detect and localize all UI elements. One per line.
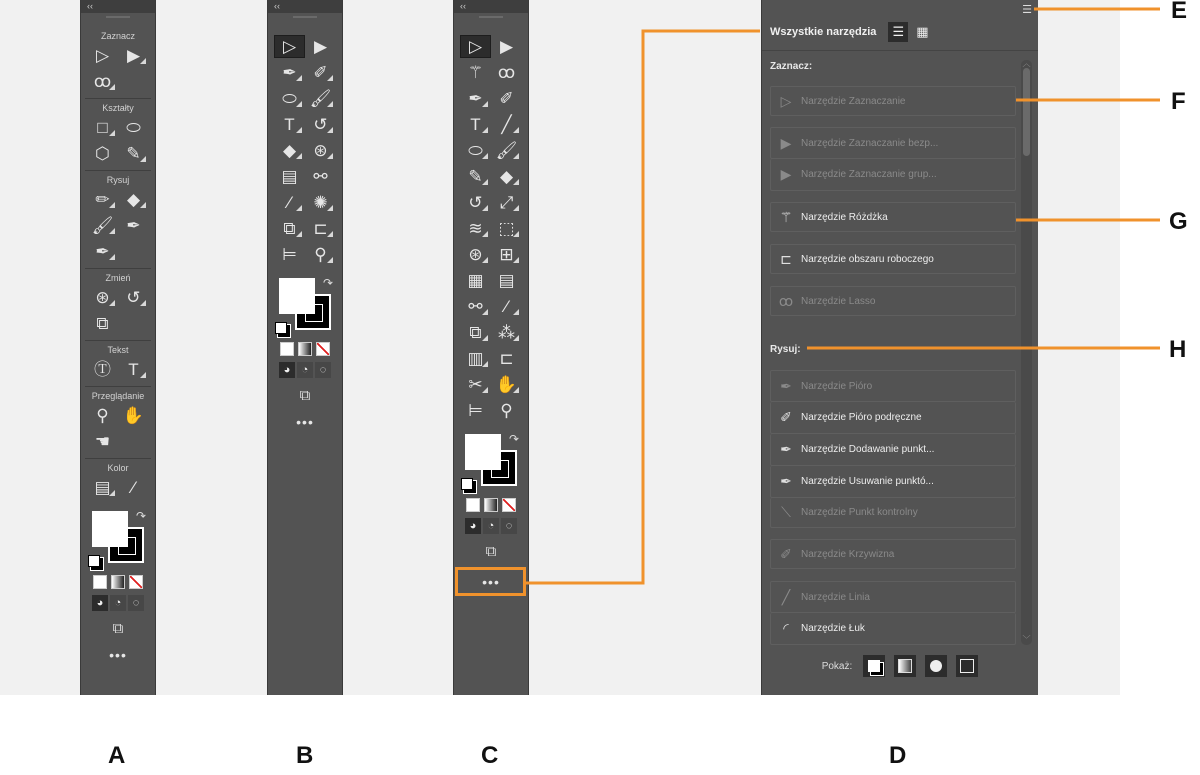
direct-selection-tool-icon[interactable]: ▶ — [499, 37, 514, 56]
draw-inside-icon[interactable]: ◌ — [501, 518, 517, 534]
puppet-warp-tool-icon[interactable]: ✺ — [305, 191, 336, 214]
panel-tool-delete-anchor[interactable] — [770, 466, 1016, 498]
lasso-tool-icon[interactable]: ꝏ — [87, 70, 118, 93]
section-draw-label: Rysuj: — [770, 344, 801, 355]
zoom-tool-icon[interactable]: ⚲ — [96, 406, 109, 425]
divider — [762, 50, 1038, 51]
curvature-tool-icon[interactable]: ✐ — [499, 89, 514, 108]
gradient-mode-icon[interactable] — [484, 498, 498, 512]
paintbrush-tool-icon[interactable]: 🖌 — [87, 214, 118, 237]
rotate-tool-icon[interactable]: ↺ — [118, 286, 149, 309]
default-fill-stroke-icon[interactable] — [275, 322, 287, 334]
symbol-sprayer-tool-icon[interactable]: ⁂ — [491, 321, 522, 344]
show-fill-stroke-icon[interactable] — [863, 655, 885, 677]
screen-mode-icon[interactable]: ⧉ — [299, 387, 311, 404]
section-label: Tekst — [107, 345, 129, 355]
grip-handle[interactable] — [268, 13, 342, 21]
freehand-pen-tool-icon: ✐ — [780, 409, 792, 425]
callout-h: H — [1169, 336, 1187, 363]
panel-tool-direct-selection[interactable] — [770, 127, 1016, 159]
draw-behind-icon[interactable]: ◔ — [483, 518, 499, 534]
grid-view-icon[interactable]: ▦ — [916, 24, 929, 39]
tool-label: Narzędzie Zaznaczanie bezp... — [801, 137, 939, 149]
callout-g: G — [1169, 208, 1188, 235]
pen-tool-icon[interactable]: ✒ — [274, 61, 305, 84]
section-label: Zaznacz — [100, 31, 135, 41]
show-color-icon[interactable] — [894, 655, 916, 677]
hand-tool-icon[interactable]: ✋ — [122, 406, 145, 425]
tool-label: Narzędzie Dodawanie punkt... — [801, 444, 935, 455]
eyedropper-tool-icon[interactable]: ⁄ — [274, 191, 305, 214]
section-label: Kolor — [107, 463, 129, 473]
touch-type-tool-icon[interactable]: Ⓣ — [94, 360, 111, 379]
eraser-tool-icon[interactable]: ◆ — [118, 188, 149, 211]
panel-scrollbar[interactable] — [1021, 60, 1032, 645]
tool-label: Narzędzie Pióro podręczne — [801, 412, 922, 423]
live-paint-tool-icon[interactable]: ⧉ — [274, 217, 305, 240]
line-segment-tool-icon: ╱ — [781, 588, 791, 605]
selection-tool-icon[interactable]: ▷ — [274, 35, 305, 58]
edit-toolbar-button[interactable]: ••• — [482, 574, 500, 590]
anchor-point-tool-icon: ⟍ — [781, 504, 791, 520]
panel-tool-curvature[interactable] — [770, 539, 1016, 569]
none-mode-icon[interactable] — [502, 498, 516, 512]
swap-fill-stroke-icon[interactable]: ↷ — [322, 276, 333, 290]
divider — [85, 386, 151, 387]
fill-swatch[interactable] — [465, 434, 501, 470]
shape-builder-tool-icon[interactable]: ⊛ — [305, 139, 336, 162]
warp-tool-icon[interactable]: ≋ — [460, 217, 491, 240]
zoom-tool-icon[interactable]: ⚲ — [500, 401, 513, 420]
color-mode-icon[interactable] — [280, 342, 294, 356]
draw-inside-icon[interactable]: ◌ — [128, 595, 144, 611]
tool-label: Narzędzie Zaznaczanie — [801, 95, 906, 107]
scroll-down-icon[interactable]: ﹀ — [1022, 635, 1031, 644]
paintbrush-tool-icon[interactable]: 🖌 — [491, 139, 522, 162]
direct-selection-tool-icon: ▶ — [780, 134, 792, 151]
gradient-mode-icon[interactable] — [111, 575, 125, 589]
panel-header — [770, 20, 1030, 44]
screen-mode-icon[interactable]: ⧉ — [485, 543, 497, 560]
eyedropper-tool-icon[interactable]: ⁄ — [491, 295, 522, 318]
panel-menu-icon[interactable]: ☰ — [1022, 4, 1032, 16]
blob-brush-tool-icon[interactable]: ✒ — [126, 216, 141, 235]
divider — [85, 170, 151, 171]
eraser-tool-icon[interactable]: ◆ — [274, 139, 305, 162]
eraser-tool-icon[interactable]: ◆ — [491, 165, 522, 188]
collapse-icon[interactable]: ‹‹ — [81, 0, 155, 13]
gradient-tool-icon[interactable]: ▤ — [498, 271, 515, 290]
panel-title: Wszystkie narzędzia — [770, 26, 877, 38]
fill-swatch[interactable] — [279, 278, 315, 314]
pen-tool-icon[interactable]: ✒ — [460, 87, 491, 110]
magic-wand-tool-icon: ⚚ — [779, 208, 793, 225]
callout-f: F — [1171, 88, 1186, 115]
delete-anchor-point-tool-icon: ✒ — [780, 473, 792, 489]
fill-swatch[interactable] — [92, 511, 128, 547]
collapse-icon[interactable]: ‹‹ — [268, 0, 342, 13]
shaper-tool-icon[interactable]: ✎ — [118, 142, 149, 165]
swap-fill-stroke-icon[interactable]: ↷ — [508, 432, 519, 446]
live-paint-tool-icon[interactable]: ⧉ — [460, 321, 491, 344]
type-tool-icon[interactable]: T — [118, 358, 149, 381]
label-b: B — [296, 742, 314, 769]
group-selection-tool-icon: ▶ — [780, 166, 792, 182]
label-d: D — [889, 742, 907, 769]
panel-tool-line[interactable] — [770, 581, 1016, 613]
all-tools-panel — [761, 0, 1038, 695]
rotate-tool-icon[interactable]: ↺ — [305, 113, 336, 136]
section-label: Rysuj — [106, 175, 130, 185]
mesh-tool-icon[interactable]: ▦ — [467, 271, 484, 290]
shape-builder-tool-icon[interactable]: ⊛ — [87, 286, 118, 309]
fill-stroke-swatches[interactable] — [275, 276, 335, 334]
draw-normal-icon[interactable]: ◕ — [279, 362, 295, 378]
type-tool-icon[interactable]: T — [460, 113, 491, 136]
tool-label: Narzędzie Linia — [801, 591, 870, 603]
curvature-tool-icon[interactable]: ✐ — [305, 61, 336, 84]
perspective-grid-tool-icon[interactable]: ⊞ — [491, 243, 522, 266]
artboard-tool-icon: ⊏ — [780, 250, 792, 267]
tool-label: Narzędzie obszaru roboczego — [801, 253, 934, 265]
scroll-thumb[interactable] — [1023, 68, 1030, 156]
draw-normal-icon[interactable]: ◕ — [465, 518, 481, 534]
lasso-tool-icon[interactable]: ꝏ — [497, 63, 516, 82]
collapse-icon[interactable]: ‹‹ — [454, 0, 528, 13]
tool-label: Narzędzie Usuwanie punktó... — [801, 476, 934, 487]
panel-tool-anchor-point[interactable] — [770, 498, 1016, 528]
edit-toolbar-button[interactable]: ••• — [109, 647, 127, 663]
panel-tool-add-anchor[interactable] — [770, 434, 1016, 466]
panel-tool-magic-wand[interactable] — [770, 202, 1016, 232]
show-label: Pokaż: — [821, 660, 853, 672]
default-fill-stroke-icon[interactable] — [88, 555, 100, 567]
panel-tool-selection[interactable] — [770, 86, 1016, 116]
callout-e: E — [1171, 0, 1188, 24]
shape-builder-tool-icon[interactable]: ⊛ — [460, 243, 491, 266]
panel-tool-artboard[interactable] — [770, 244, 1016, 274]
divider — [85, 268, 151, 269]
blend-tool-icon[interactable]: ⚯ — [460, 295, 491, 318]
pen-tool-icon: ✒ — [780, 377, 792, 394]
lasso-tool-icon: ꝏ — [778, 292, 794, 309]
draw-inside-icon[interactable]: ◌ — [315, 362, 331, 378]
rotate-view-tool-icon[interactable]: ☚ — [94, 432, 111, 451]
ellipse-tool-icon[interactable]: ⬭ — [460, 139, 491, 162]
eyedropper-tool-icon[interactable]: ⁄ — [132, 478, 135, 497]
gradient-tool-icon[interactable]: ▤ — [281, 167, 298, 186]
free-transform-tool-icon[interactable]: ⬚ — [491, 217, 522, 240]
scale-tool-icon[interactable]: ⤢ — [491, 191, 522, 214]
edit-toolbar-highlight — [455, 567, 526, 596]
fill-stroke-swatches[interactable] — [88, 509, 148, 567]
scroll-up-icon[interactable]: ︿ — [1022, 59, 1031, 68]
direct-selection-tool-icon[interactable]: ▶ — [118, 44, 149, 67]
panel-tool-arc[interactable] — [770, 613, 1016, 645]
panel-tool-freehand-pen[interactable] — [770, 402, 1016, 434]
zoom-tool-icon[interactable]: ⚲ — [305, 243, 336, 266]
divider — [85, 98, 151, 99]
section-label: Kształty — [102, 103, 134, 113]
column-graph-tool-icon[interactable]: ▥ — [460, 347, 491, 370]
swap-fill-stroke-icon[interactable]: ↷ — [135, 509, 146, 523]
toolbar-b — [267, 0, 343, 695]
section-select-label: Zaznacz: — [770, 61, 813, 72]
default-fill-stroke-icon[interactable] — [461, 478, 473, 490]
rotate-tool-icon[interactable]: ↺ — [460, 191, 491, 214]
slice-tool-icon[interactable]: ✂ — [460, 373, 491, 396]
gradient-mode-icon[interactable] — [298, 342, 312, 356]
pencil-tool-icon[interactable]: ✏ — [87, 188, 118, 211]
artboard-tool-icon[interactable]: ⊏ — [499, 349, 514, 368]
label-a: A — [108, 742, 126, 769]
hand-tool-icon[interactable]: ✋ — [491, 373, 522, 396]
tool-label: Narzędzie Różdżka — [801, 211, 888, 223]
gradient-tool-icon[interactable]: ▤ — [87, 476, 118, 499]
magic-wand-tool-icon[interactable]: ⚚ — [467, 63, 484, 82]
tool-label: Narzędzie Zaznaczanie grup... — [801, 169, 937, 180]
tool-label: Narzędzie Punkt kontrolny — [801, 507, 918, 518]
ellipse-tool-icon[interactable]: ⬭ — [274, 87, 305, 110]
tool-label: Narzędzie Pióro — [801, 380, 873, 392]
panel-tool-group-selection[interactable] — [770, 159, 1016, 191]
show-draw-modes-icon[interactable] — [925, 655, 947, 677]
rectangle-tool-icon[interactable]: □ — [87, 116, 118, 139]
artboard-tool-icon[interactable]: ⊏ — [305, 217, 336, 240]
edit-toolbar-button[interactable]: ••• — [296, 414, 314, 430]
line-segment-tool-icon[interactable]: ╱ — [491, 113, 522, 136]
list-view-icon[interactable]: ☰ — [888, 22, 908, 42]
selection-tool-icon[interactable]: ▷ — [95, 46, 110, 65]
draw-behind-icon[interactable]: ◔ — [297, 362, 313, 378]
show-screen-mode-icon[interactable] — [956, 655, 978, 677]
paintbrush-tool-icon[interactable]: 🖌 — [305, 87, 336, 110]
draw-normal-icon[interactable]: ◕ — [92, 595, 108, 611]
add-anchor-point-tool-icon: ✒ — [780, 441, 792, 457]
none-mode-icon[interactable] — [129, 575, 143, 589]
screen-mode-icon[interactable]: ⧉ — [112, 620, 124, 637]
grip-handle[interactable] — [454, 13, 528, 21]
show-options — [762, 654, 1038, 678]
color-mode-icon[interactable] — [93, 575, 107, 589]
panel-tool-pen[interactable] — [770, 370, 1016, 402]
slice-tool-icon[interactable]: ⊨ — [282, 245, 297, 264]
label-c: C — [481, 742, 499, 769]
divider — [85, 458, 151, 459]
polygon-tool-icon[interactable]: ⬡ — [95, 144, 110, 163]
curvature-tool-icon: ✐ — [780, 545, 792, 562]
tool-label: Narzędzie Łuk — [801, 623, 865, 634]
print-tiling-tool-icon[interactable]: ⊨ — [468, 401, 483, 420]
live-paint-tool-icon[interactable]: ⧉ — [96, 314, 109, 333]
tool-label: Narzędzie Krzywizna — [801, 548, 895, 560]
color-mode-icon[interactable] — [466, 498, 480, 512]
selection-tool-icon[interactable]: ▷ — [460, 35, 491, 58]
grip-handle[interactable] — [81, 13, 155, 21]
tool-label: Narzędzie Lasso — [801, 295, 876, 307]
toolbar-a — [80, 0, 156, 695]
section-label: Zmień — [105, 273, 131, 283]
arc-tool-icon: ◜ — [783, 620, 789, 636]
section-label: Przeglądanie — [91, 391, 145, 401]
pen-tool-icon[interactable]: ✒ — [87, 240, 118, 263]
blend-tool-icon[interactable]: ⚯ — [313, 167, 328, 186]
fill-stroke-swatches[interactable] — [461, 432, 521, 490]
draw-behind-icon[interactable]: ◔ — [110, 595, 126, 611]
selection-tool-icon: ▷ — [780, 92, 792, 109]
panel-tool-lasso[interactable] — [770, 286, 1016, 316]
direct-selection-tool-icon[interactable]: ▶ — [313, 37, 328, 56]
divider — [85, 340, 151, 341]
type-tool-icon[interactable]: T — [274, 113, 305, 136]
none-mode-icon[interactable] — [316, 342, 330, 356]
shaper-tool-icon[interactable]: ✎ — [460, 165, 491, 188]
ellipse-tool-icon[interactable]: ⬭ — [126, 118, 141, 137]
